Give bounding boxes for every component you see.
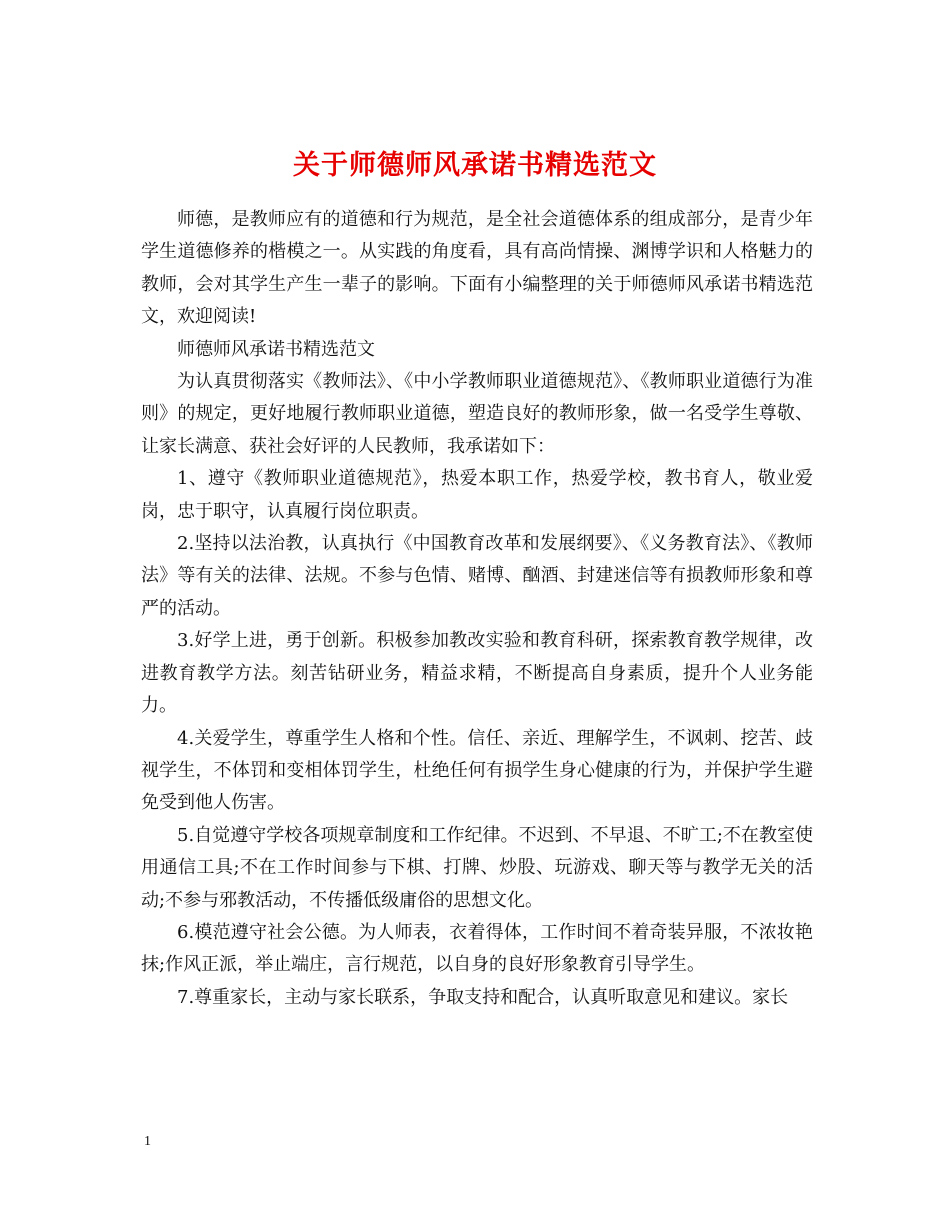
page-number: 1 <box>144 1134 151 1149</box>
paragraph-intro: 师德，是教师应有的道德和行为规范，是全社会道德体系的组成部分，是青少年学生道德修养的楷模之一。从实践的角度看，具有高尚情操、渊博学识和人格魅力的教师，会对其学生产生一辈子的影响。下面有小编整理的关于师德师风承诺书精选范文，欢迎阅读! <box>141 209 813 328</box>
document-title: 关于师德师风承诺书精选范文 <box>293 150 657 182</box>
paragraph-subtitle: 师德师风承诺书精选范文 <box>177 338 375 360</box>
document-body <box>141 204 813 1014</box>
paragraph-item-4: 4.关爱学生，尊重学生人格和个性。信任、亲近、理解学生，不讽刺、挖苦、歧视学生，不体罚和变相体罚学生，杜绝任何有损学生身心健康的行为，并保护学生避免受到他人伤害。 <box>141 727 813 814</box>
paragraph-item-6: 6.模范遵守社会公德。为人师表，衣着得体，工作时间不着奇装异服，不浓妆艳抹;作风正派，举止端庄，言行规范，以自身的良好形象教育引导学生。 <box>141 921 813 976</box>
paragraph-item-2: 2.坚持以法治教，认真执行《中国教育改革和发展纲要》、《义务教育法》、《教师法》等有关的法律、法规。不参与色情、赌博、酗酒、封建迷信等有损教师形象和尊严的活动。 <box>141 533 813 619</box>
paragraph-item-3: 3.好学上进，勇于创新。积极参加教改实验和教育科研，探索教育教学规律，改进教育教学方法。刻苦钻研业务，精益求精，不断提高自身素质，提升个人业务能力。 <box>141 630 813 717</box>
paragraph-preamble: 为认真贯彻落实《教师法》、《中小学教师职业道德规范》、《教师职业道德行为准则》的规定，更好地履行教师职业道德，塑造良好的教师形象，做一名受学生尊敬、让家长满意、获社会好评的人民教师，我承诺如下： <box>141 371 813 457</box>
paragraph-item-1: 1、遵守《教师职业道德规范》，热爱本职工作，热爱学校，教书育人，敬业爱岗，忠于职守，认真履行岗位职责。 <box>141 468 813 522</box>
paragraph-item-5: 5.自觉遵守学校各项规章制度和工作纪律。不迟到、不早退、不旷工;不在教室使用通信工具;不在工作时间参与下棋、打牌、炒股、玩游戏、聊天等与教学无关的活动;不参与邪教活动，不传播低级庸俗的思想文化。 <box>141 824 813 911</box>
paragraph-item-7: 7.尊重家长，主动与家长联系，争取支持和配合，认真听取意见和建议。家长 <box>177 986 789 1008</box>
